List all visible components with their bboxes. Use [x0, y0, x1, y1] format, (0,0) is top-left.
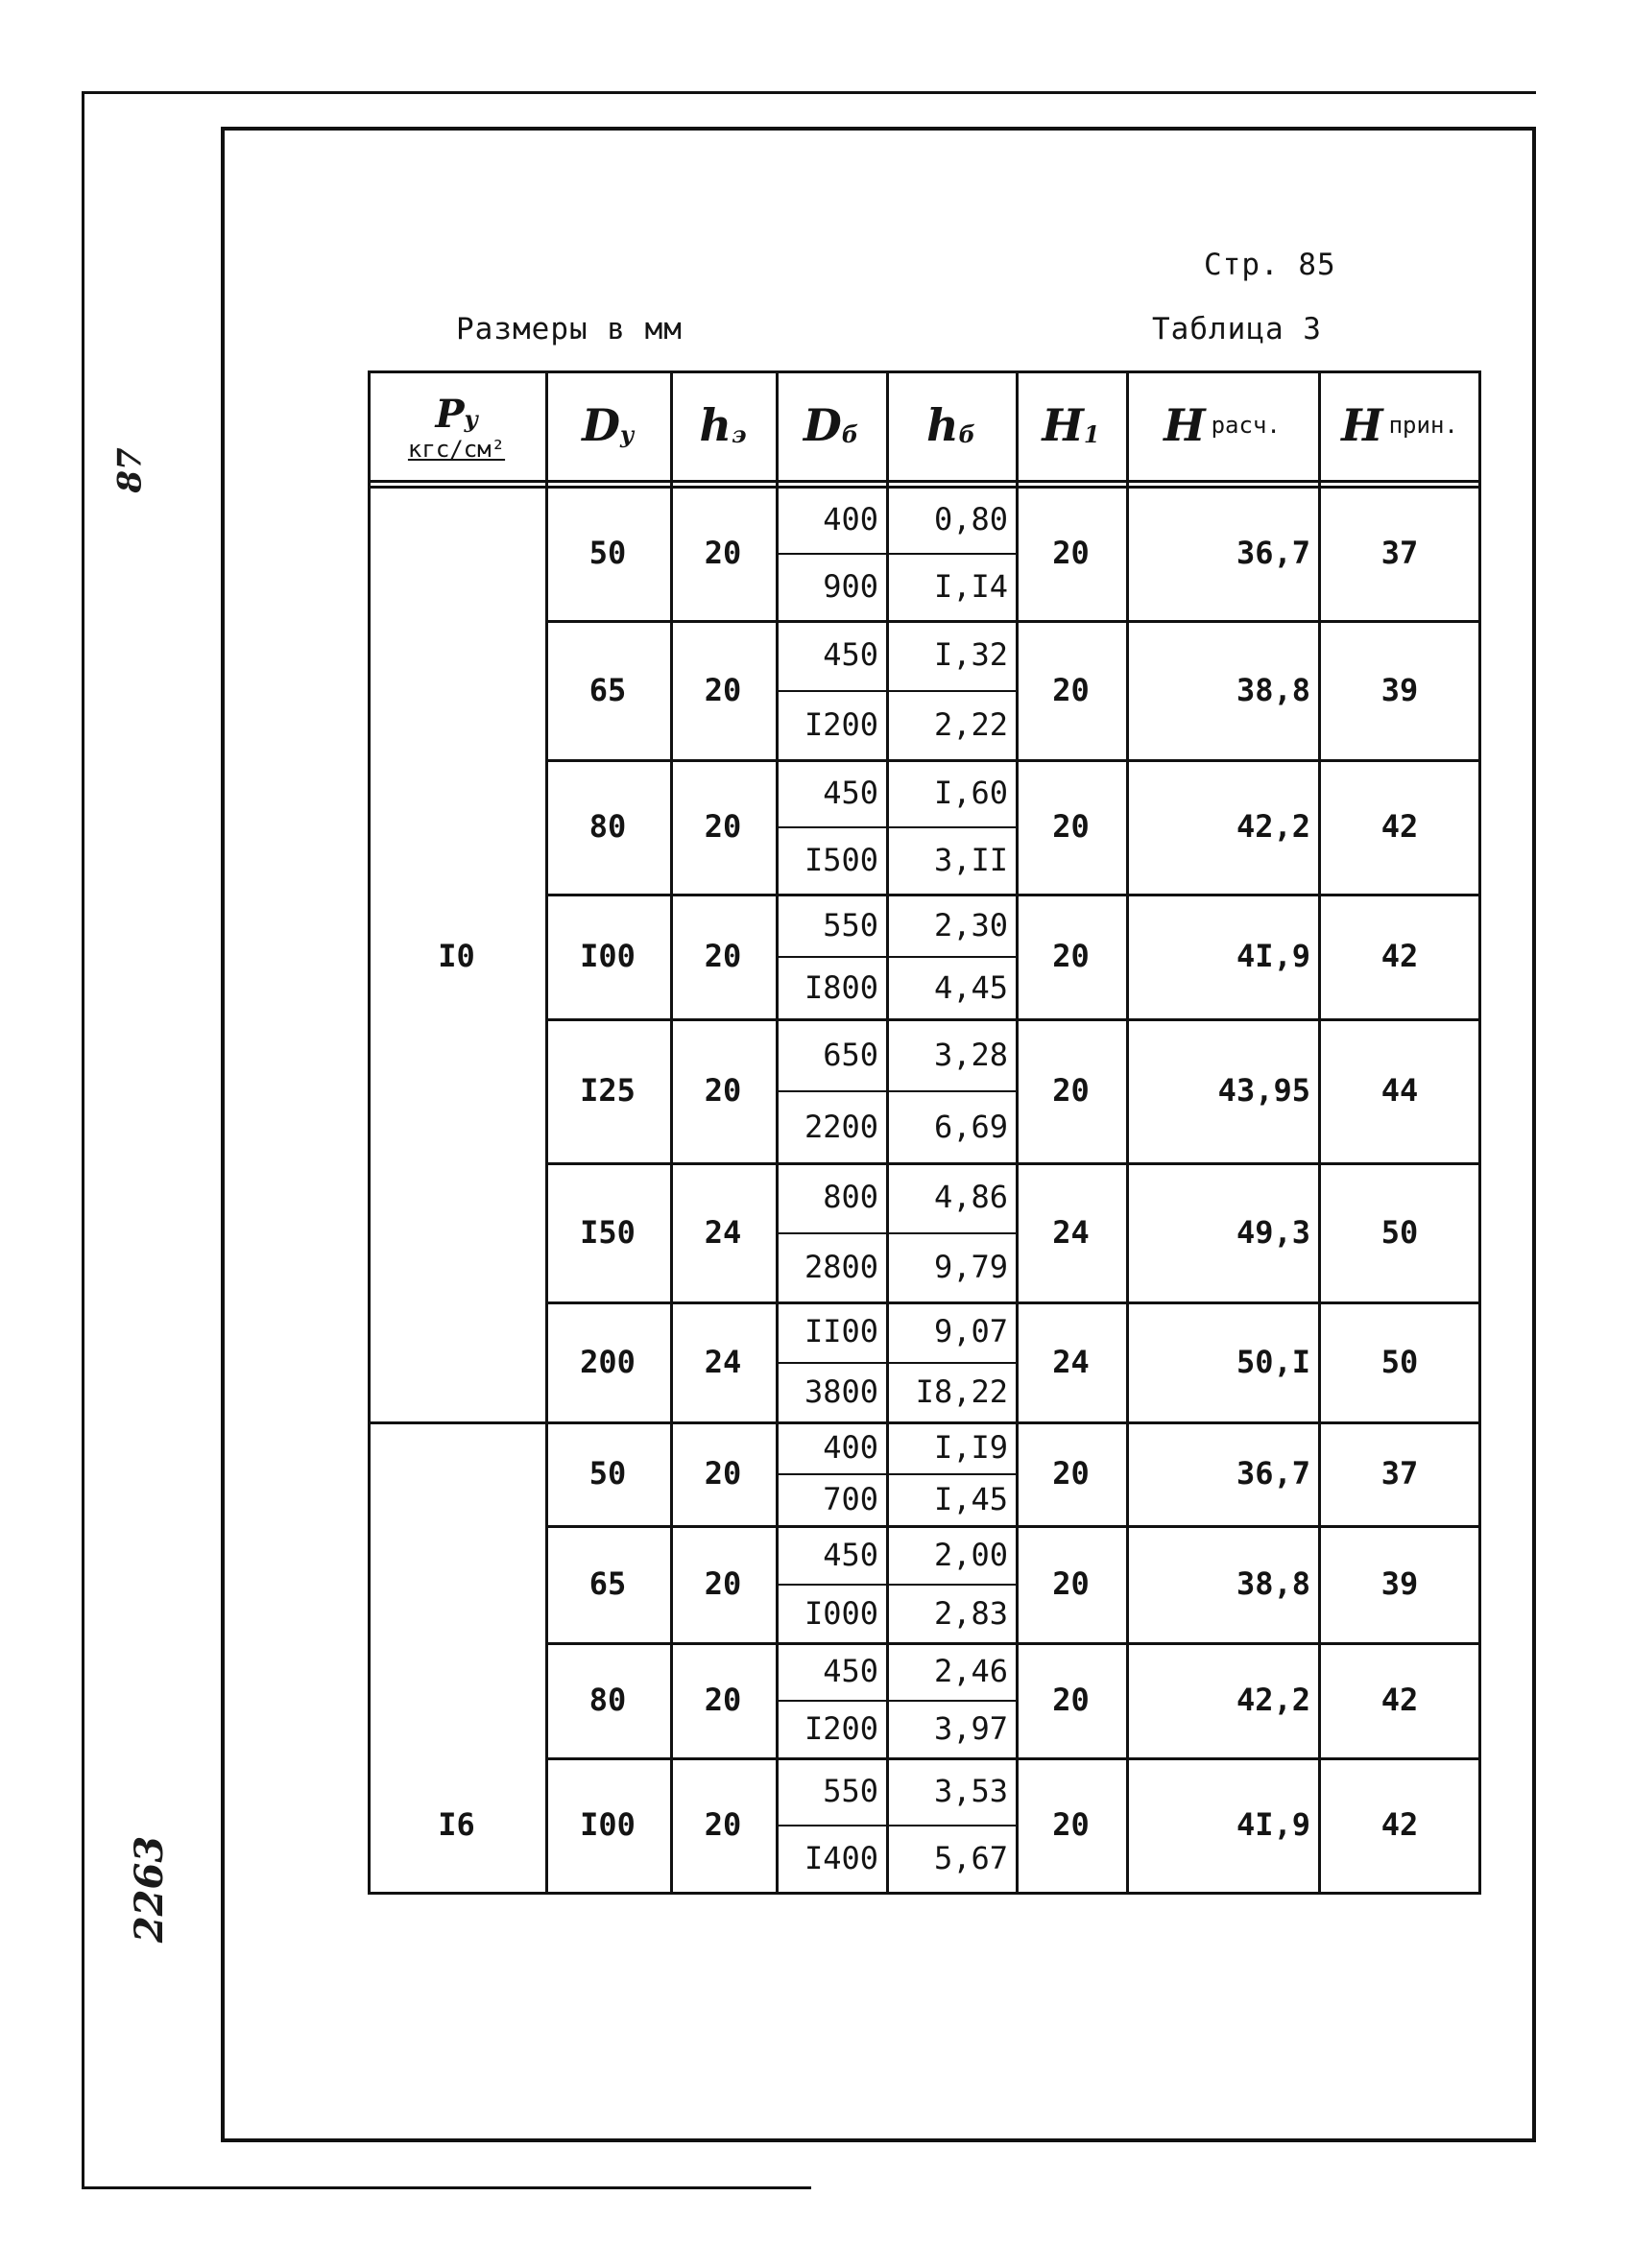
cell-h-accepted: 37 [1380, 535, 1419, 571]
cell-db-2: I200 [804, 705, 878, 743]
cell-py-group-2: I6 [438, 1806, 475, 1843]
cell-hb-1: I,60 [933, 775, 1008, 811]
column-header-dy-subscript: y [619, 419, 634, 448]
cell-hb-1: 2,46 [933, 1653, 1008, 1689]
cell-hb-1: I,32 [933, 636, 1008, 674]
cell-h1: 20 [1052, 1682, 1090, 1718]
cell-hb-1: 2,30 [933, 906, 1008, 943]
cell-h-calc: 36,7 [1236, 1455, 1310, 1492]
cell-h1: 20 [1052, 1072, 1090, 1109]
cell-h3: 20 [704, 535, 742, 571]
cell-h-accepted: 39 [1380, 671, 1419, 708]
column-header-db-subscript: б [841, 419, 859, 448]
cell-h3: 20 [704, 1682, 742, 1718]
cell-dy: I00 [580, 938, 636, 974]
inner-frame-top [221, 127, 1536, 131]
cell-db-2: I200 [804, 1710, 878, 1747]
cell-h3: 24 [704, 1213, 742, 1251]
column-header-hb-subscript: б [958, 419, 975, 448]
cell-db-2: 900 [823, 568, 878, 605]
cell-db-2: I800 [804, 968, 878, 1006]
cell-db-2: 2800 [804, 1248, 878, 1285]
column-header-py-unit: кгс/см² [407, 436, 506, 463]
cell-db-1: 450 [823, 636, 878, 674]
cell-h1: 20 [1052, 671, 1090, 708]
column-header-db-symbol: D [803, 399, 842, 451]
cell-h1: 20 [1052, 1565, 1090, 1602]
cell-db-2: I000 [804, 1594, 878, 1632]
cell-db-1: 400 [823, 1429, 878, 1466]
cell-h-calc: 42,2 [1236, 808, 1310, 845]
cell-db-2: 3800 [804, 1373, 878, 1410]
cell-db-1: 400 [823, 501, 878, 537]
cell-db-1: 550 [823, 906, 878, 943]
cell-dy: 80 [588, 808, 627, 845]
cell-dy: I00 [580, 1806, 636, 1843]
column-header-h1-symbol: H [1042, 399, 1084, 451]
cell-db-2: 2200 [804, 1108, 878, 1145]
outer-frame-top [82, 91, 1536, 94]
column-header-dy-symbol: D [582, 399, 620, 451]
cell-h-calc: 42,2 [1236, 1682, 1310, 1718]
column-header-dy [545, 370, 670, 480]
cell-hb-2: I8,22 [915, 1373, 1008, 1410]
cell-db-1: 800 [823, 1179, 878, 1216]
cell-db-1: 450 [823, 1653, 878, 1689]
cell-h3: 20 [704, 938, 742, 974]
column-header-h1-subscript: 1 [1083, 419, 1100, 448]
cell-hb-1: 3,53 [933, 1773, 1008, 1809]
cell-h-calc: 49,3 [1236, 1213, 1310, 1251]
cell-dy: 50 [588, 1455, 627, 1492]
page-label: Стр. 85 [1204, 248, 1336, 282]
cell-dy: I25 [580, 1072, 636, 1109]
cell-h3: 20 [704, 1806, 742, 1843]
cell-h-accepted: 42 [1380, 1806, 1419, 1843]
column-header-py-subscript: y [464, 405, 478, 433]
cell-hb-2: 4,45 [933, 968, 1008, 1006]
cell-h-accepted: 37 [1380, 1455, 1419, 1492]
column-header-h3-symbol: h [699, 399, 732, 451]
cell-h1: 20 [1052, 1806, 1090, 1843]
cell-hb-1: 9,07 [933, 1313, 1008, 1350]
cell-h3: 24 [704, 1343, 742, 1380]
cell-db-2: I500 [804, 842, 878, 878]
cell-hb-2: 3,97 [933, 1710, 1008, 1747]
cell-h1: 24 [1052, 1213, 1090, 1251]
cell-h1: 20 [1052, 938, 1090, 974]
cell-hb-2: I,I4 [933, 568, 1008, 605]
cell-h-accepted: 39 [1380, 1565, 1419, 1602]
cell-h-accepted: 50 [1380, 1213, 1419, 1251]
column-header-h3 [670, 370, 776, 480]
cell-hb-2: I,45 [933, 1481, 1008, 1517]
column-header-h3-subscript: э [731, 419, 747, 448]
cell-db-1: 450 [823, 1536, 878, 1573]
cell-hb-1: 3,28 [933, 1036, 1008, 1073]
cell-db-1: II00 [804, 1313, 878, 1350]
cell-hb-2: 2,22 [933, 705, 1008, 743]
cell-h-calc: 4I,9 [1236, 1806, 1310, 1843]
cell-h3: 20 [704, 1565, 742, 1602]
outer-frame-left [82, 91, 84, 2188]
cell-hb-2: 5,67 [933, 1840, 1008, 1876]
cell-h3: 20 [704, 1072, 742, 1109]
outer-frame-bottom [82, 2186, 811, 2189]
table-header-line [368, 480, 1481, 483]
margin-note-bottom: 2263 [127, 1835, 173, 1944]
table-label: Таблица 3 [1152, 312, 1322, 346]
cell-h-accepted: 44 [1380, 1072, 1419, 1109]
cell-h3: 20 [704, 1455, 742, 1492]
cell-db-1: 550 [823, 1773, 878, 1809]
column-header-py [368, 370, 545, 480]
margin-note-top: 87 [110, 447, 150, 493]
column-header-db [776, 370, 886, 480]
units-label: Размеры в мм [456, 312, 683, 346]
cell-dy: 65 [588, 1565, 627, 1602]
cell-h1: 24 [1052, 1343, 1090, 1380]
inner-frame-bottom [221, 2138, 1536, 2142]
cell-dy: 65 [588, 671, 627, 708]
cell-h-calc: 38,8 [1236, 1565, 1310, 1602]
cell-h1: 20 [1052, 808, 1090, 845]
column-header-hcalc-symbol: H [1164, 399, 1206, 451]
cell-h-calc: 38,8 [1236, 671, 1310, 708]
cell-hb-1: 2,00 [933, 1536, 1008, 1573]
cell-py-group-1: I0 [438, 938, 475, 974]
cell-h-accepted: 50 [1380, 1343, 1419, 1380]
cell-h1: 20 [1052, 535, 1090, 571]
cell-h-calc: 4I,9 [1236, 938, 1310, 974]
cell-hb-1: I,I9 [933, 1429, 1008, 1466]
column-header-h1 [1016, 370, 1126, 480]
inner-frame-left [221, 127, 225, 2142]
cell-hb-1: 0,80 [933, 501, 1008, 537]
cell-h-accepted: 42 [1380, 1682, 1419, 1718]
table-border-bottom [368, 1892, 1481, 1895]
cell-hb-2: 6,69 [933, 1108, 1008, 1145]
cell-dy: 200 [580, 1343, 636, 1380]
column-header-hacc [1318, 370, 1481, 480]
cell-dy: 80 [588, 1682, 627, 1718]
table-column-line [368, 370, 371, 1895]
cell-h1: 20 [1052, 1455, 1090, 1492]
cell-db-2: I400 [804, 1840, 878, 1876]
cell-hb-1: 4,86 [933, 1179, 1008, 1216]
cell-db-2: 700 [823, 1481, 878, 1517]
cell-h-calc: 36,7 [1236, 535, 1310, 571]
cell-hb-2: 9,79 [933, 1248, 1008, 1285]
cell-h3: 20 [704, 671, 742, 708]
column-header-hb [886, 370, 1016, 480]
cell-h3: 20 [704, 808, 742, 845]
inner-frame-right [1532, 127, 1536, 2142]
cell-h-accepted: 42 [1380, 808, 1419, 845]
cell-hb-2: 3,II [933, 842, 1008, 878]
cell-h-calc: 50,I [1236, 1343, 1310, 1380]
column-header-hacc-symbol: H [1341, 399, 1383, 451]
cell-dy: 50 [588, 535, 627, 571]
column-header-hcalc-text: расч. [1211, 412, 1281, 439]
cell-h-calc: 43,95 [1217, 1072, 1310, 1109]
column-header-hb-symbol: h [926, 399, 959, 451]
dimensions-table [368, 370, 1481, 1906]
cell-db-1: 450 [823, 775, 878, 811]
column-header-hacc-text: прин. [1388, 412, 1458, 439]
cell-dy: I50 [580, 1213, 636, 1251]
cell-h-accepted: 42 [1380, 938, 1419, 974]
column-header-py-symbol: P [435, 392, 465, 437]
cell-hb-2: 2,83 [933, 1594, 1008, 1632]
cell-db-1: 650 [823, 1036, 878, 1073]
column-header-hcalc [1126, 370, 1318, 480]
